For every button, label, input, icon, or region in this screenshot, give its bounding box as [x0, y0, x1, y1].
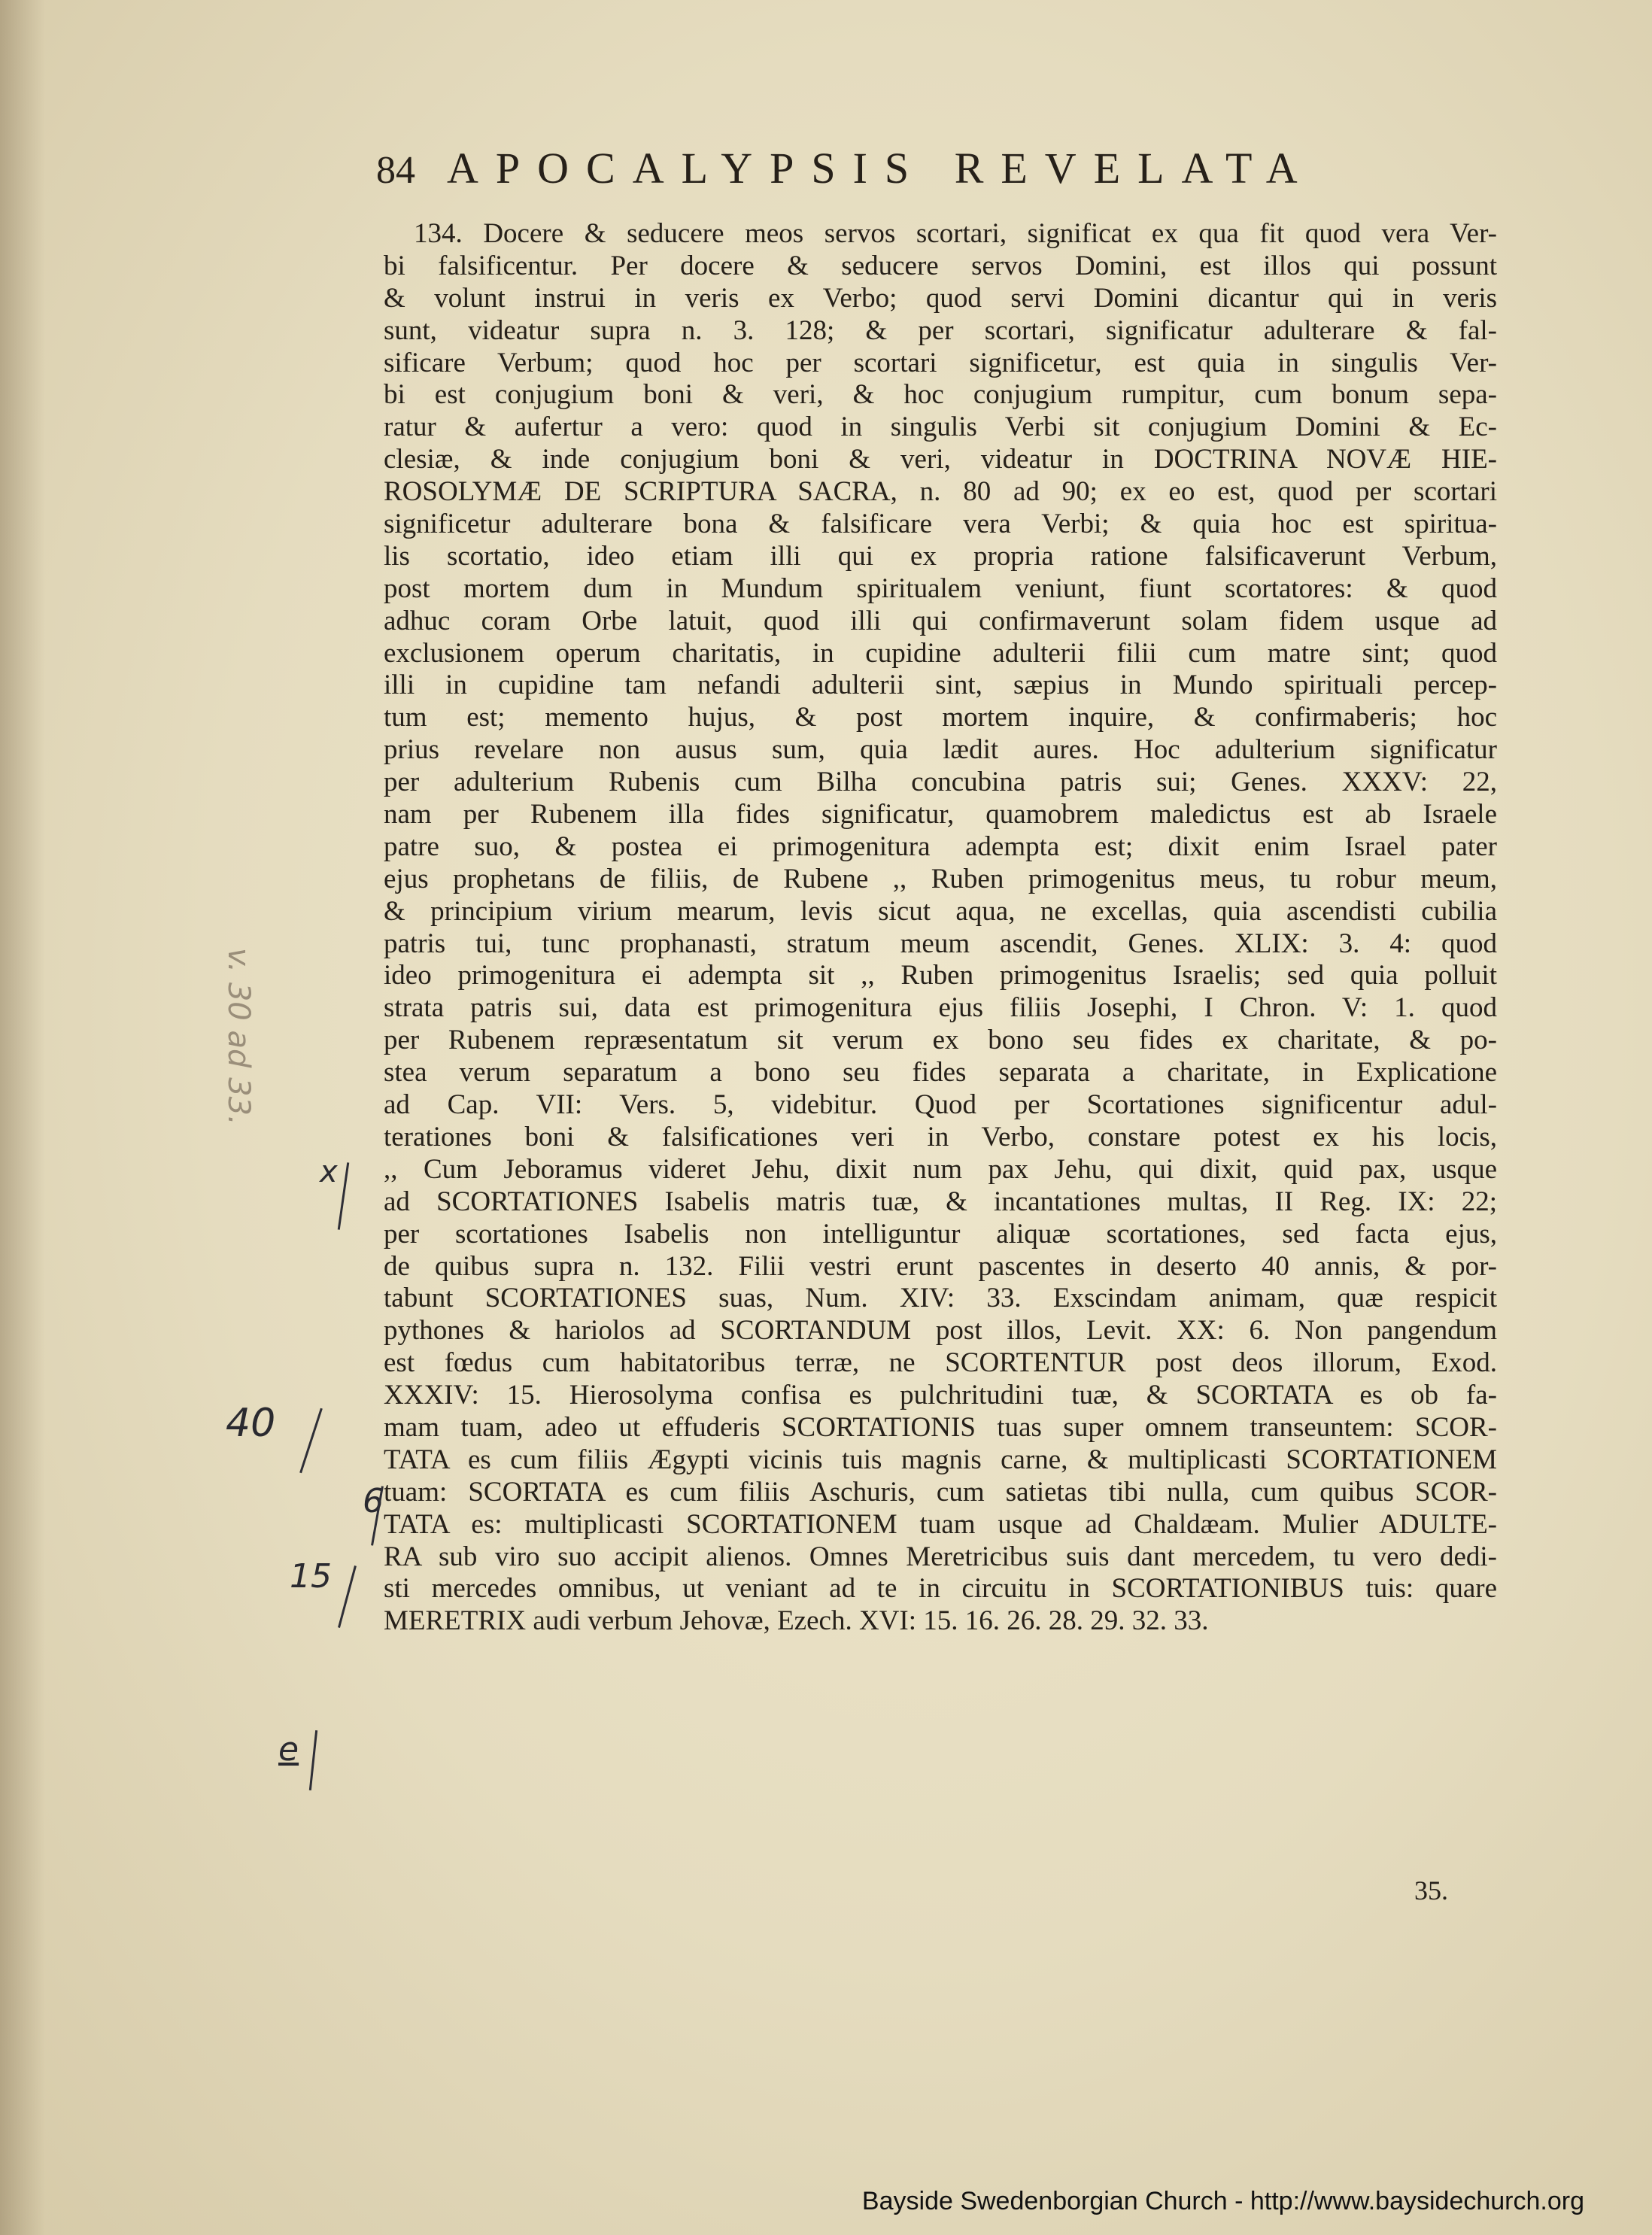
- text-line: per scortationes Isabelis non intelliguntur aliquæ scortationes, sed facta ejus,: [384, 1218, 1497, 1250]
- text-line: prius revelare non ausus sum, quia lædit aures. Hoc adulterium significatur: [384, 734, 1497, 766]
- text-line: pythones & hariolos ad SCORTANDUM post illos, Levit. XX: 6. Non pangendum: [384, 1315, 1497, 1347]
- handwritten-note-15: 15: [290, 1557, 332, 1596]
- text-line: patris tui, tunc prophanasti, stratum meum ascendit, Genes. XLIX: 3. 4: quod: [384, 928, 1497, 959]
- text-line: mam tuam, adeo ut effuderis SCORTATIONIS tuas super omnem transeuntem: SCOR-: [384, 1411, 1497, 1443]
- text-line: ,, Cum Jeboramus videret Jehu, dixit num pax Jehu, qui dixit, quid pax, usque: [384, 1153, 1497, 1185]
- handwritten-note-6: 6: [363, 1482, 384, 1520]
- text-line: patre suo, & postea ei primogenitura adempta est; dixit enim Israel pater: [384, 831, 1497, 862]
- text-line: de quibus supra n. 132. Filii vestri erunt pascentes in deserto 40 annis, & por-: [384, 1250, 1497, 1282]
- margin-bracket-mark: [299, 1408, 323, 1474]
- text-line: ad SCORTATIONES Isabelis matris tuæ, & incantationes multas, II Reg. IX: 22;: [384, 1186, 1497, 1217]
- text-line: ratur & aufertur a vero: quod in singulis Verbi sit conjugium Domini & Ec-: [384, 411, 1497, 443]
- handwritten-note-x: x: [320, 1155, 338, 1189]
- text-line: MERETRIX audi verbum Jehovæ, Ezech. XVI: 15. 16. 26. 28. 29. 32. 33.: [384, 1605, 1209, 1637]
- text-line: RA sub viro suo accipit alienos. Omnes Meretricibus suis dant mercedem, tu vero dedi-: [384, 1541, 1497, 1572]
- text-line: & volunt instrui in veris ex Verbo; quod servi Domini dicantur qui in veris: [384, 282, 1497, 314]
- text-line: strata patris sui, data est primogenitura ejus filiis Josephi, I Chron. V: 1. quod: [384, 992, 1497, 1024]
- text-line: TATA es cum filiis Ægypti vicinis tuis magnis carne, & multiplicasti SCORTATIONEM: [384, 1444, 1497, 1475]
- text-line: ad Cap. VII: Vers. 5, videbitur. Quod per Scortationes significentur adul-: [384, 1089, 1497, 1121]
- text-line: tuam: SCORTATA es cum filiis Aschuris, cum satietas tibi nulla, cum quibus SCOR-: [384, 1476, 1497, 1508]
- text-line: ejus prophetans de filiis, de Rubene ,, Ruben primogenitus meus, tu robur meum,: [384, 863, 1497, 894]
- text-line: & principium virium mearum, levis sicut aqua, ne excellas, quia ascendisti cubilia: [384, 895, 1497, 927]
- page-number: 84: [376, 149, 415, 192]
- handwritten-note-40: 40: [226, 1401, 276, 1446]
- text-line: ROSOLYMÆ DE SCRIPTURA SACRA, n. 80 ad 90; ex eo est, quod per scortari: [384, 476, 1497, 508]
- text-line: stea verum separatum a bono seu fides separata a charitate, in Explicatione: [384, 1057, 1497, 1089]
- text-line: XXXIV: 15. Hierosolyma confisa es pulchritudini tuæ, & SCORTATA es ob fa-: [384, 1380, 1497, 1411]
- text-line: bi falsificentur. Per docere & seducere servos Domini, est illos qui possunt: [384, 250, 1497, 281]
- page-edge-shadow: [0, 0, 45, 2235]
- running-title: APOCALYPSIS REVELATA: [447, 144, 1315, 193]
- text-line: per Rubenem repræsentatum sit verum ex bono seu fides ex charitate, & po-: [384, 1025, 1497, 1056]
- handwritten-margin-note: v. 30 ad 33.: [221, 948, 256, 1125]
- text-line: est fœdus cum habitatoribus terræ, ne SCORTENTUR post deos illorum, Exod.: [384, 1347, 1497, 1379]
- text-line: TATA es: multiplicasti SCORTATIONEM tuam usque ad Chaldæam. Mulier ADULTE-: [384, 1508, 1497, 1540]
- text-line: adhuc coram Orbe latuit, quod illi qui confirmaverunt solam fidem usque ad: [384, 605, 1497, 636]
- text-line: lis scortatio, ideo etiam illi qui ex propria ratione falsificaverunt Verbum,: [384, 540, 1497, 572]
- text-line: terationes boni & falsificationes veri in Verbo, constare potest ex his locis,: [384, 1121, 1497, 1152]
- text-line: post mortem dum in Mundum spiritualem veniunt, fiunt scortatores: & quod: [384, 572, 1497, 604]
- text-line: bi est conjugium boni & veri, & hoc conjugium rumpitur, cum bonum sepa-: [384, 379, 1497, 411]
- catchword: 35.: [1414, 1875, 1448, 1906]
- text-line: sunt, videatur supra n. 3. 128; & per scortari, significatur adulterare & fal-: [384, 314, 1497, 346]
- text-line: sti mercedes omnibus, ut veniant ad te in circuitu in SCORTATIONIBUS tuis: quare: [384, 1573, 1497, 1605]
- margin-bracket-mark: [338, 1162, 349, 1230]
- text-line: tum est; memento hujus, & post mortem inquire, & confirmaberis; hoc: [384, 702, 1497, 733]
- page-header: [376, 143, 1437, 211]
- handwritten-note-e: e: [278, 1730, 299, 1769]
- body-text: [384, 218, 1497, 1638]
- margin-bracket-mark: [338, 1565, 357, 1628]
- text-line: significetur adulterare bona & falsificare vera Verbi; & quia hoc est spiritua-: [384, 509, 1497, 540]
- text-line: ideo primogenitura ei adempta sit ,, Ruben primogenitus Israelis; sed quia polluit: [384, 960, 1497, 991]
- watermark: Bayside Swedenborgian Church - http://www.baysidechurch.org: [861, 2187, 1584, 2215]
- text-line: exclusionem operum charitatis, in cupidine adulterii filii cum matre sint; quod: [384, 637, 1497, 669]
- text-line: tabunt SCORTATIONES suas, Num. XIV: 33. Exscindam animam, quæ respicit: [384, 1283, 1497, 1314]
- text-line: illi in cupidine tam nefandi adulterii sint, sæpius in Mundo spirituali percep-: [384, 670, 1497, 701]
- text-line: nam per Rubenem illa fides significatur, quamobrem maledictus est ab Israele: [384, 799, 1497, 831]
- text-line: clesiæ, & inde conjugium boni & veri, videatur in DOCTRINA NOVÆ HIE-: [384, 444, 1497, 475]
- text-line: per adulterium Rubenis cum Bilha concubina patris sui; Genes. XXXV: 22,: [384, 767, 1497, 798]
- text-line: sificare Verbum; quod hoc per scortari significetur, est quia in singulis Ver-: [384, 347, 1497, 378]
- text-line: 134. Docere & seducere meos servos scortari, significat ex qua fit quod vera Ver-: [414, 218, 1497, 249]
- margin-bracket-mark: [309, 1730, 317, 1790]
